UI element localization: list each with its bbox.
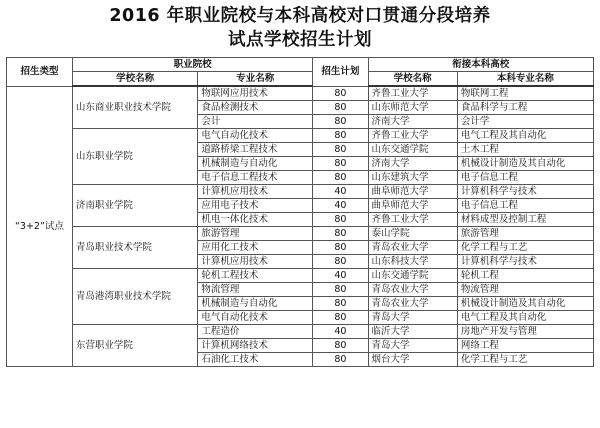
undergrad-school-cell: 齐鲁工业大学	[368, 213, 457, 227]
vocational-major-cell: 工程造价	[198, 325, 313, 339]
undergrad-major-cell: 机械设计制造及其自动化	[457, 157, 593, 171]
vocational-major-cell: 机械制造与自动化	[198, 157, 313, 171]
quota-cell: 80	[313, 86, 368, 101]
undergrad-major-cell: 房地产开发与管理	[457, 325, 593, 339]
quota-cell: 80	[313, 143, 368, 157]
vocational-major-cell: 机电一体化技术	[198, 213, 313, 227]
vocational-major-cell: 食品检测技术	[198, 101, 313, 115]
undergrad-major-cell: 轮机工程	[457, 269, 593, 283]
undergrad-major-cell: 电子信息工程	[457, 171, 593, 185]
undergrad-school-cell: 曲阜师范大学	[368, 199, 457, 213]
undergrad-school-cell: 泰山学院	[368, 227, 457, 241]
quota-cell: 40	[313, 269, 368, 283]
vocational-school-cell: 山东商业职业技术学院	[72, 86, 197, 129]
undergrad-major-cell: 电气工程及其自动化	[457, 129, 593, 143]
vocational-school-cell: 济南职业学院	[72, 185, 197, 227]
header-umajor: 本科专业名称	[457, 72, 593, 87]
undergrad-school-cell: 山东科技大学	[368, 255, 457, 269]
undergrad-major-cell: 化学工程与工艺	[457, 241, 593, 255]
undergrad-school-cell: 山东建筑大学	[368, 171, 457, 185]
table-row	[7, 185, 594, 199]
undergrad-major-cell: 土木工程	[457, 143, 593, 157]
vocational-major-cell: 电气自动化技术	[198, 311, 313, 325]
quota-cell: 80	[313, 157, 368, 171]
undergrad-school-cell: 烟台大学	[368, 353, 457, 367]
quota-cell: 40	[313, 199, 368, 213]
undergrad-major-cell: 食品科学与工程	[457, 101, 593, 115]
enrollment-type-cell: “3+2”试点	[7, 86, 73, 367]
quota-cell: 80	[313, 101, 368, 115]
vocational-major-cell: 电气自动化技术	[198, 129, 313, 143]
table-row	[7, 129, 594, 143]
undergrad-school-cell: 青岛农业大学	[368, 241, 457, 255]
quota-cell: 80	[313, 283, 368, 297]
quota-cell: 80	[313, 339, 368, 353]
quota-cell: 80	[313, 255, 368, 269]
page-title-line1: 2016 年职业院校与本科高校对口贯通分段培养	[109, 6, 491, 26]
undergrad-school-cell: 青岛大学	[368, 311, 457, 325]
vocational-major-cell: 石油化工技术	[198, 353, 313, 367]
enrollment-plan-table	[6, 57, 594, 367]
header-vocational: 职业院校	[72, 58, 312, 72]
vocational-major-cell: 计算机应用技术	[198, 185, 313, 199]
header-school: 学校名称	[72, 72, 197, 87]
quota-cell: 80	[313, 129, 368, 143]
undergrad-school-cell: 齐鲁工业大学	[368, 86, 457, 101]
vocational-major-cell: 应用电子技术	[198, 199, 313, 213]
table-row	[7, 227, 594, 241]
quota-cell: 80	[313, 227, 368, 241]
quota-cell: 80	[313, 297, 368, 311]
vocational-major-cell: 旅游管理	[198, 227, 313, 241]
undergrad-school-cell: 山东交通学院	[368, 269, 457, 283]
undergrad-school-cell: 青岛农业大学	[368, 297, 457, 311]
undergrad-school-cell: 青岛农业大学	[368, 283, 457, 297]
vocational-major-cell: 会计	[198, 115, 313, 129]
undergrad-major-cell: 计算机科学与技术	[457, 255, 593, 269]
undergrad-school-cell: 青岛大学	[368, 339, 457, 353]
vocational-major-cell: 物联网应用技术	[198, 86, 313, 101]
undergrad-school-cell: 曲阜师范大学	[368, 185, 457, 199]
vocational-major-cell: 道路桥梁工程技术	[198, 143, 313, 157]
undergrad-major-cell: 材料成型及控制工程	[457, 213, 593, 227]
header-type: 招生类型	[7, 58, 73, 87]
table-row	[7, 325, 594, 339]
page-title-line2: 试点学校招生计划	[228, 30, 372, 50]
undergrad-major-cell: 会计学	[457, 115, 593, 129]
vocational-major-cell: 机械制造与自动化	[198, 297, 313, 311]
table-body	[7, 86, 594, 367]
undergrad-school-cell: 齐鲁工业大学	[368, 129, 457, 143]
undergrad-major-cell: 物流管理	[457, 283, 593, 297]
undergrad-major-cell: 机械设计制造及其自动化	[457, 297, 593, 311]
undergrad-major-cell: 物联网工程	[457, 86, 593, 101]
header-quota: 招生计划	[313, 58, 368, 87]
undergrad-major-cell: 旅游管理	[457, 227, 593, 241]
quota-cell: 80	[313, 115, 368, 129]
quota-cell: 80	[313, 213, 368, 227]
undergrad-major-cell: 电气工程及其自动化	[457, 311, 593, 325]
undergrad-school-cell: 临沂大学	[368, 325, 457, 339]
vocational-school-cell: 青岛港湾职业技术学院	[72, 269, 197, 325]
undergrad-major-cell: 计算机科学与技术	[457, 185, 593, 199]
undergrad-major-cell: 化学工程与工艺	[457, 353, 593, 367]
vocational-major-cell: 计算机网络技术	[198, 339, 313, 353]
vocational-school-cell: 青岛职业技术学院	[72, 227, 197, 269]
vocational-school-cell: 东营职业学院	[72, 325, 197, 367]
header-undergrad: 衔接本科高校	[368, 58, 593, 72]
quota-cell: 80	[313, 311, 368, 325]
table-row	[7, 269, 594, 283]
quota-cell: 80	[313, 241, 368, 255]
quota-cell: 80	[313, 353, 368, 367]
vocational-major-cell: 应用化工技术	[198, 241, 313, 255]
quota-cell: 40	[313, 325, 368, 339]
header-row-2	[7, 72, 594, 87]
quota-cell: 80	[313, 171, 368, 185]
header-major: 专业名称	[198, 72, 313, 87]
header-row-1	[7, 58, 594, 72]
vocational-school-cell: 山东职业学院	[72, 129, 197, 185]
quota-cell: 40	[313, 185, 368, 199]
undergrad-school-cell: 济南大学	[368, 115, 457, 129]
undergrad-school-cell: 山东师范大学	[368, 101, 457, 115]
undergrad-major-cell: 网络工程	[457, 339, 593, 353]
header-uni: 学校名称	[368, 72, 457, 87]
undergrad-major-cell: 电子信息工程	[457, 199, 593, 213]
vocational-major-cell: 物流管理	[198, 283, 313, 297]
vocational-major-cell: 计算机应用技术	[198, 255, 313, 269]
undergrad-school-cell: 山东交通学院	[368, 143, 457, 157]
table-row	[7, 86, 594, 101]
vocational-major-cell: 电子信息工程技术	[198, 171, 313, 185]
undergrad-school-cell: 济南大学	[368, 157, 457, 171]
vocational-major-cell: 轮机工程技术	[198, 269, 313, 283]
